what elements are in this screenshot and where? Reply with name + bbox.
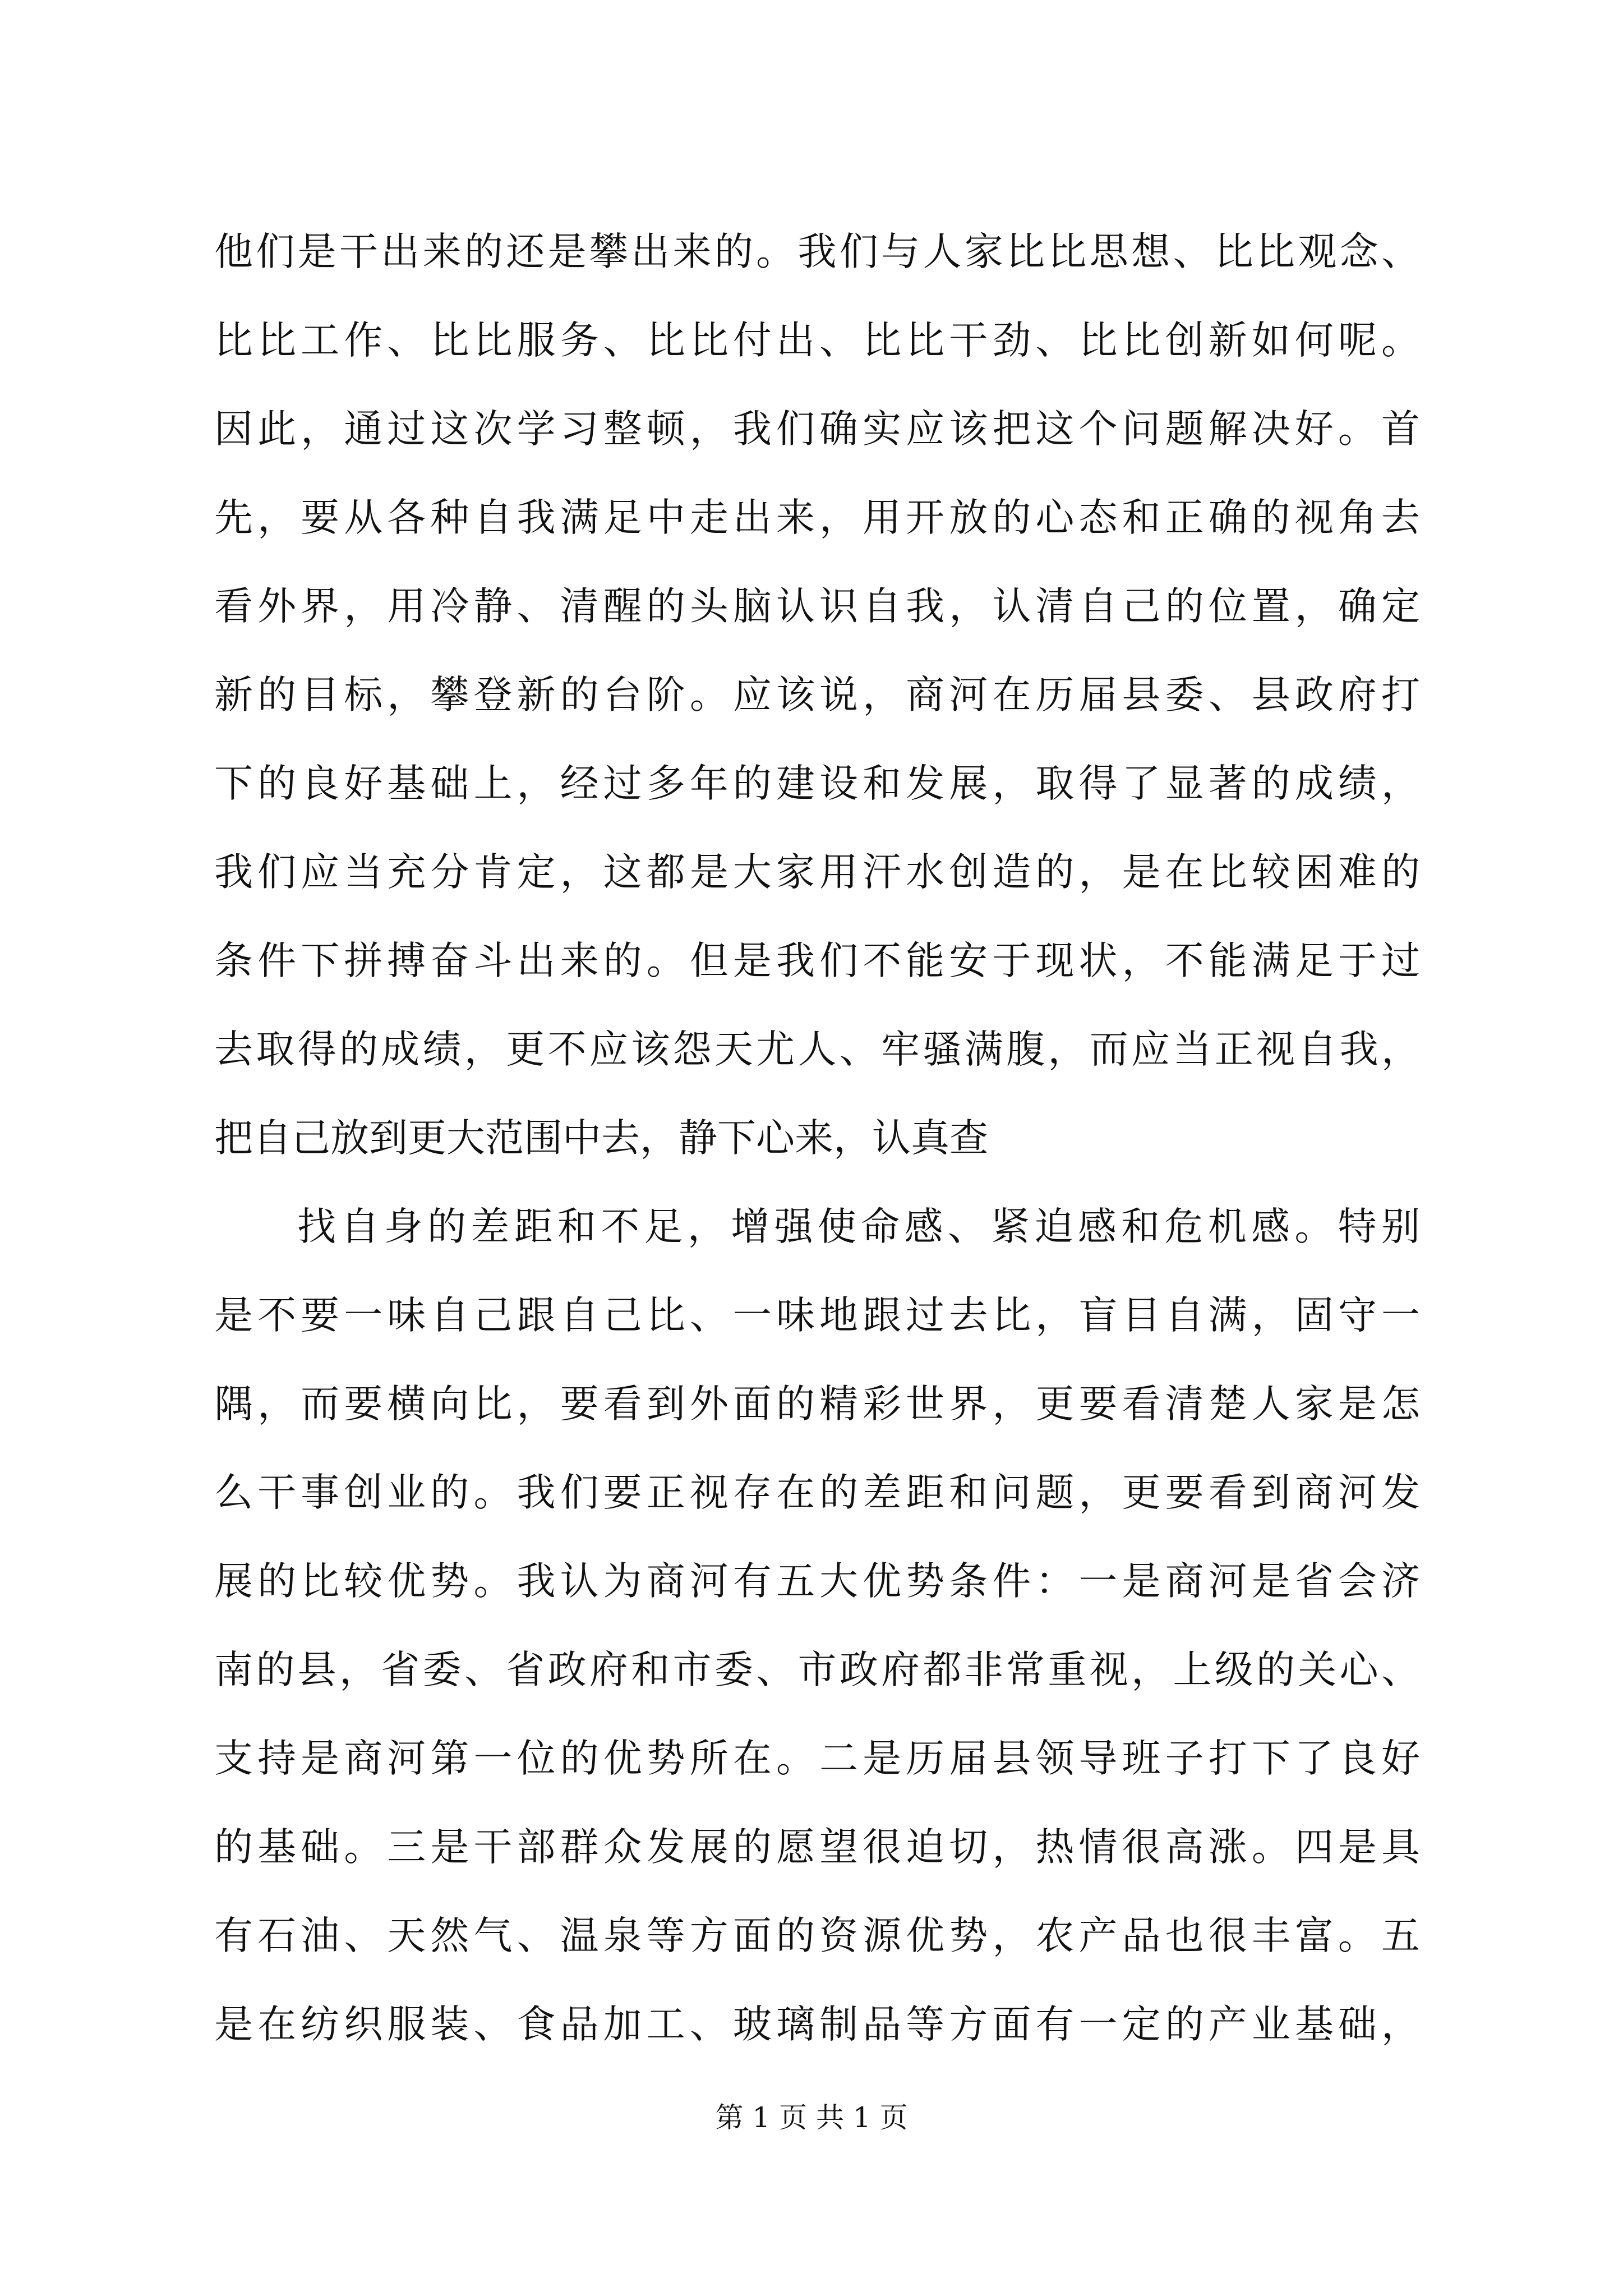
text-line: 他们是干出来的还是攀出来的。我们与人家比比思想、比比观念、 [214,229,1420,274]
text-line: 看外界，用冷静、清醒的头脑认识自我，认清自己的位置，确定 [214,584,1420,629]
text-line: 是不要一味自己跟自己比、一味地跟过去比，盲目自满，固守一 [214,1293,1420,1338]
text-line: 先，要从各种自我满足中走出来，用开放的心态和正确的视角去 [214,495,1420,540]
text-line: 展的比较优势。我认为商河有五大优势条件：一是商河是省会济 [214,1559,1420,1604]
text-line: 去取得的成绩，更不应该怨天尤人、牢骚满腹，而应当正视自我， [214,1027,1420,1072]
text-line: 比比工作、比比服务、比比付出、比比干劲、比比创新如何呢。 [214,318,1420,363]
text-line: 有石油、天然气、温泉等方面的资源优势，农产品也很丰富。五 [214,1913,1420,1958]
text-line: 么干事创业的。我们要正视存在的差距和问题，更要看到商河发 [214,1470,1420,1515]
text-line: 是在纺织服装、食品加工、玻璃制品等方面有一定的产业基础， [214,2002,1420,2047]
paragraph-first-line: 找自身的差距和不足，增强使命感、紧迫感和危机感。特别 [297,1204,1420,1249]
text-line: 隅，而要横向比，要看到外面的精彩世界，更要看清楚人家是怎 [214,1382,1420,1427]
body-text [214,208,1420,2069]
text-line: 新的目标，攀登新的台阶。应该说，商河在历届县委、县政府打 [214,673,1420,717]
text-line: 支持是商河第一位的优势所在。二是历届县领导班子打下了良好 [214,1736,1420,1781]
text-line: 我们应当充分肯定，这都是大家用汗水创造的，是在比较困难的 [214,850,1420,895]
page-footer: 第 1 页 共 1 页 [715,2101,908,2134]
text-line: 条件下拼搏奋斗出来的。但是我们不能安于现状，不能满足于过 [214,938,1420,983]
text-line: 南的县，省委、省政府和市委、市政府都非常重视，上级的关心、 [214,1648,1420,1692]
text-line: 因此，通过这次学习整顿，我们确实应该把这个问题解决好。首 [214,407,1420,452]
text-line: 下的良好基础上，经过多年的建设和发展，取得了显著的成绩， [214,761,1420,806]
text-line: 把自己放到更大范围中去，静下心来，认真查 [214,1116,988,1161]
text-line: 的基础。三是干部群众发展的愿望很迫切，热情很高涨。四是具 [214,1825,1420,1870]
